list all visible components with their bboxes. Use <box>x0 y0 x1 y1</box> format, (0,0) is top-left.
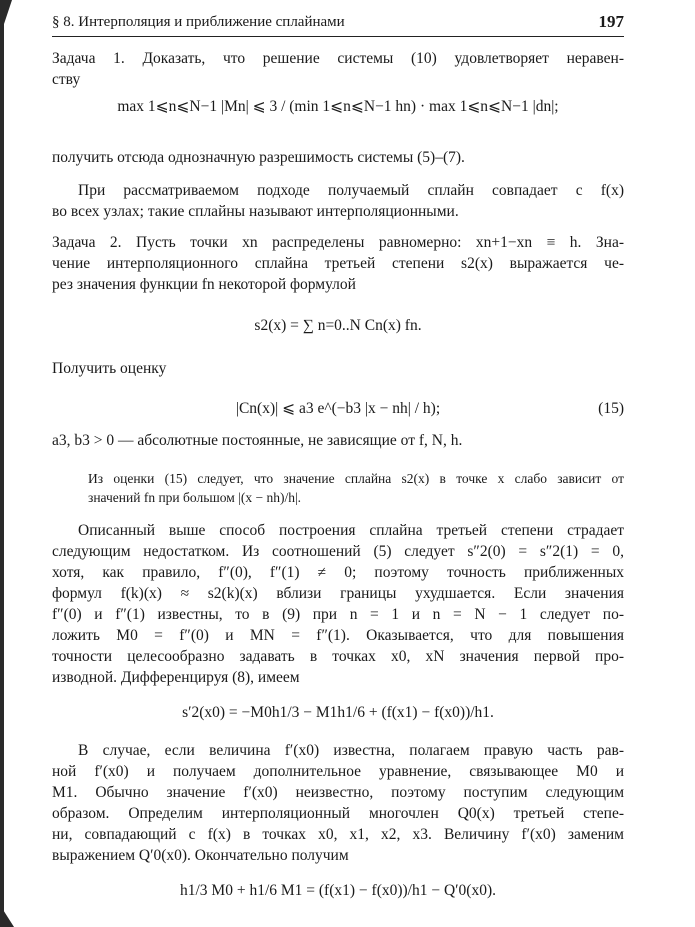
task1-line3: получить отсюда однозначную разрешимость системы (5)–(7). <box>52 149 465 166</box>
p3-line6: выражением Q′0(x0). Окончательно получим <box>52 847 349 864</box>
task2-line4: Получить оценку <box>52 360 167 377</box>
scan-corner-bottom <box>0 905 14 927</box>
p3-line2: ной f′(x0) и получаем дополнительное уравнение, связывающее M0 и <box>52 763 624 780</box>
task1-line2: ству <box>52 71 81 88</box>
p2-line6: ложить M0 = f″(0) и MN = f″(1). Оказывается, что для повышения <box>52 627 624 644</box>
task2-line5: a3, b3 > 0 — абсолютные постоянные, не зависящие от f, N, h. <box>52 432 463 449</box>
p3-line5: ни, совпадающий с f(x) в точках x0, x1, x2, x3. Величину f′(x0) заменим <box>52 826 624 843</box>
p3-line3: M1. Обычно значение f′(x0) неизвестно, поэтому поступим следующим <box>52 784 624 801</box>
scan-corner-top <box>0 0 12 36</box>
task1-formula: max 1⩽n⩽N−1 |Mn| ⩽ 3 / (min 1⩽n⩽N−1 hn) · max 1⩽n⩽N−1 |dn|; <box>117 98 559 115</box>
running-header <box>52 12 624 37</box>
section-title: § 8. Интерполяция и приближение сплайнами <box>52 14 345 30</box>
page-number: 197 <box>598 12 624 31</box>
p2-line8: изводной. Дифференцируя (8), имеем <box>52 669 300 686</box>
equation-number: (15) <box>598 400 624 417</box>
p3-line1: В случае, если величина f′(x0) известна, полагаем правую часть рав- <box>78 742 624 759</box>
p3-formula: h1/3 M0 + h1/6 M1 = (f(x1) − f(x0))/h1 − Q′0(x0). <box>179 882 497 899</box>
p2-line4: формул f(k)(x) ≈ s2(k)(x) вблизи границы ухудшается. Если значения <box>52 585 624 602</box>
p2-line7: точности целесообразно задавать в точках x0, xN значения первой про- <box>52 648 624 665</box>
note-line1: Из оценки (15) следует, что значение сплайна s2(x) в точке x слабо зависит от <box>88 471 624 486</box>
task2-formula-sum: s2(x) = ∑ n=0..N Cn(x) fn. <box>254 317 422 334</box>
p2-formula: s′2(x0) = −M0h1/3 − M1h1/6 + (f(x1) − f(x0))/h1. <box>182 704 494 721</box>
task2-line1: Задача 2. Пусть точки xn распределены равномерно: xn+1−xn ≡ h. Зна- <box>52 234 624 251</box>
p2-line3: хотя, как правило, f″(0), f″(1) ≠ 0; поэтому точность приближенных <box>52 564 624 581</box>
task1-line1: Задача 1. Доказать, что решение системы (10) удовлетворяет неравен- <box>52 50 624 67</box>
task2-line2: чение интерполяционного сплайна третьей степени s2(x) выражается че- <box>52 255 624 272</box>
p1-line1: При рассматриваемом подходе получаемый сплайн совпадает с f(x) <box>78 182 624 199</box>
estimate-expression: |Cn(x)| ⩽ a3 e^(−b3 |x − nh| / h); <box>235 400 441 417</box>
p2-line2: следующим недостатком. Из соотношений (5) следует s″2(0) = s″2(1) = 0, <box>52 543 624 560</box>
p3-line4: образом. Определим интерполяционный многочлен Q0(x) третьей степе- <box>52 805 624 822</box>
task2-formula-estimate <box>52 398 624 420</box>
note-line2: значений fn при большом |(x − nh)/h|. <box>88 490 302 505</box>
task2-line3: рез значения функции fn некоторой формулой <box>52 276 356 293</box>
p2-line1: Описанный выше способ построения сплайна третьей степени страдает <box>78 522 624 539</box>
scan-left-edge <box>0 0 4 927</box>
p2-line5: f″(0) и f″(1) известны, то в (9) при n = 1 и n = N − 1 следует по- <box>52 606 624 623</box>
p1-line2: во всех узлах; такие сплайны называют интерполяционными. <box>52 203 459 220</box>
